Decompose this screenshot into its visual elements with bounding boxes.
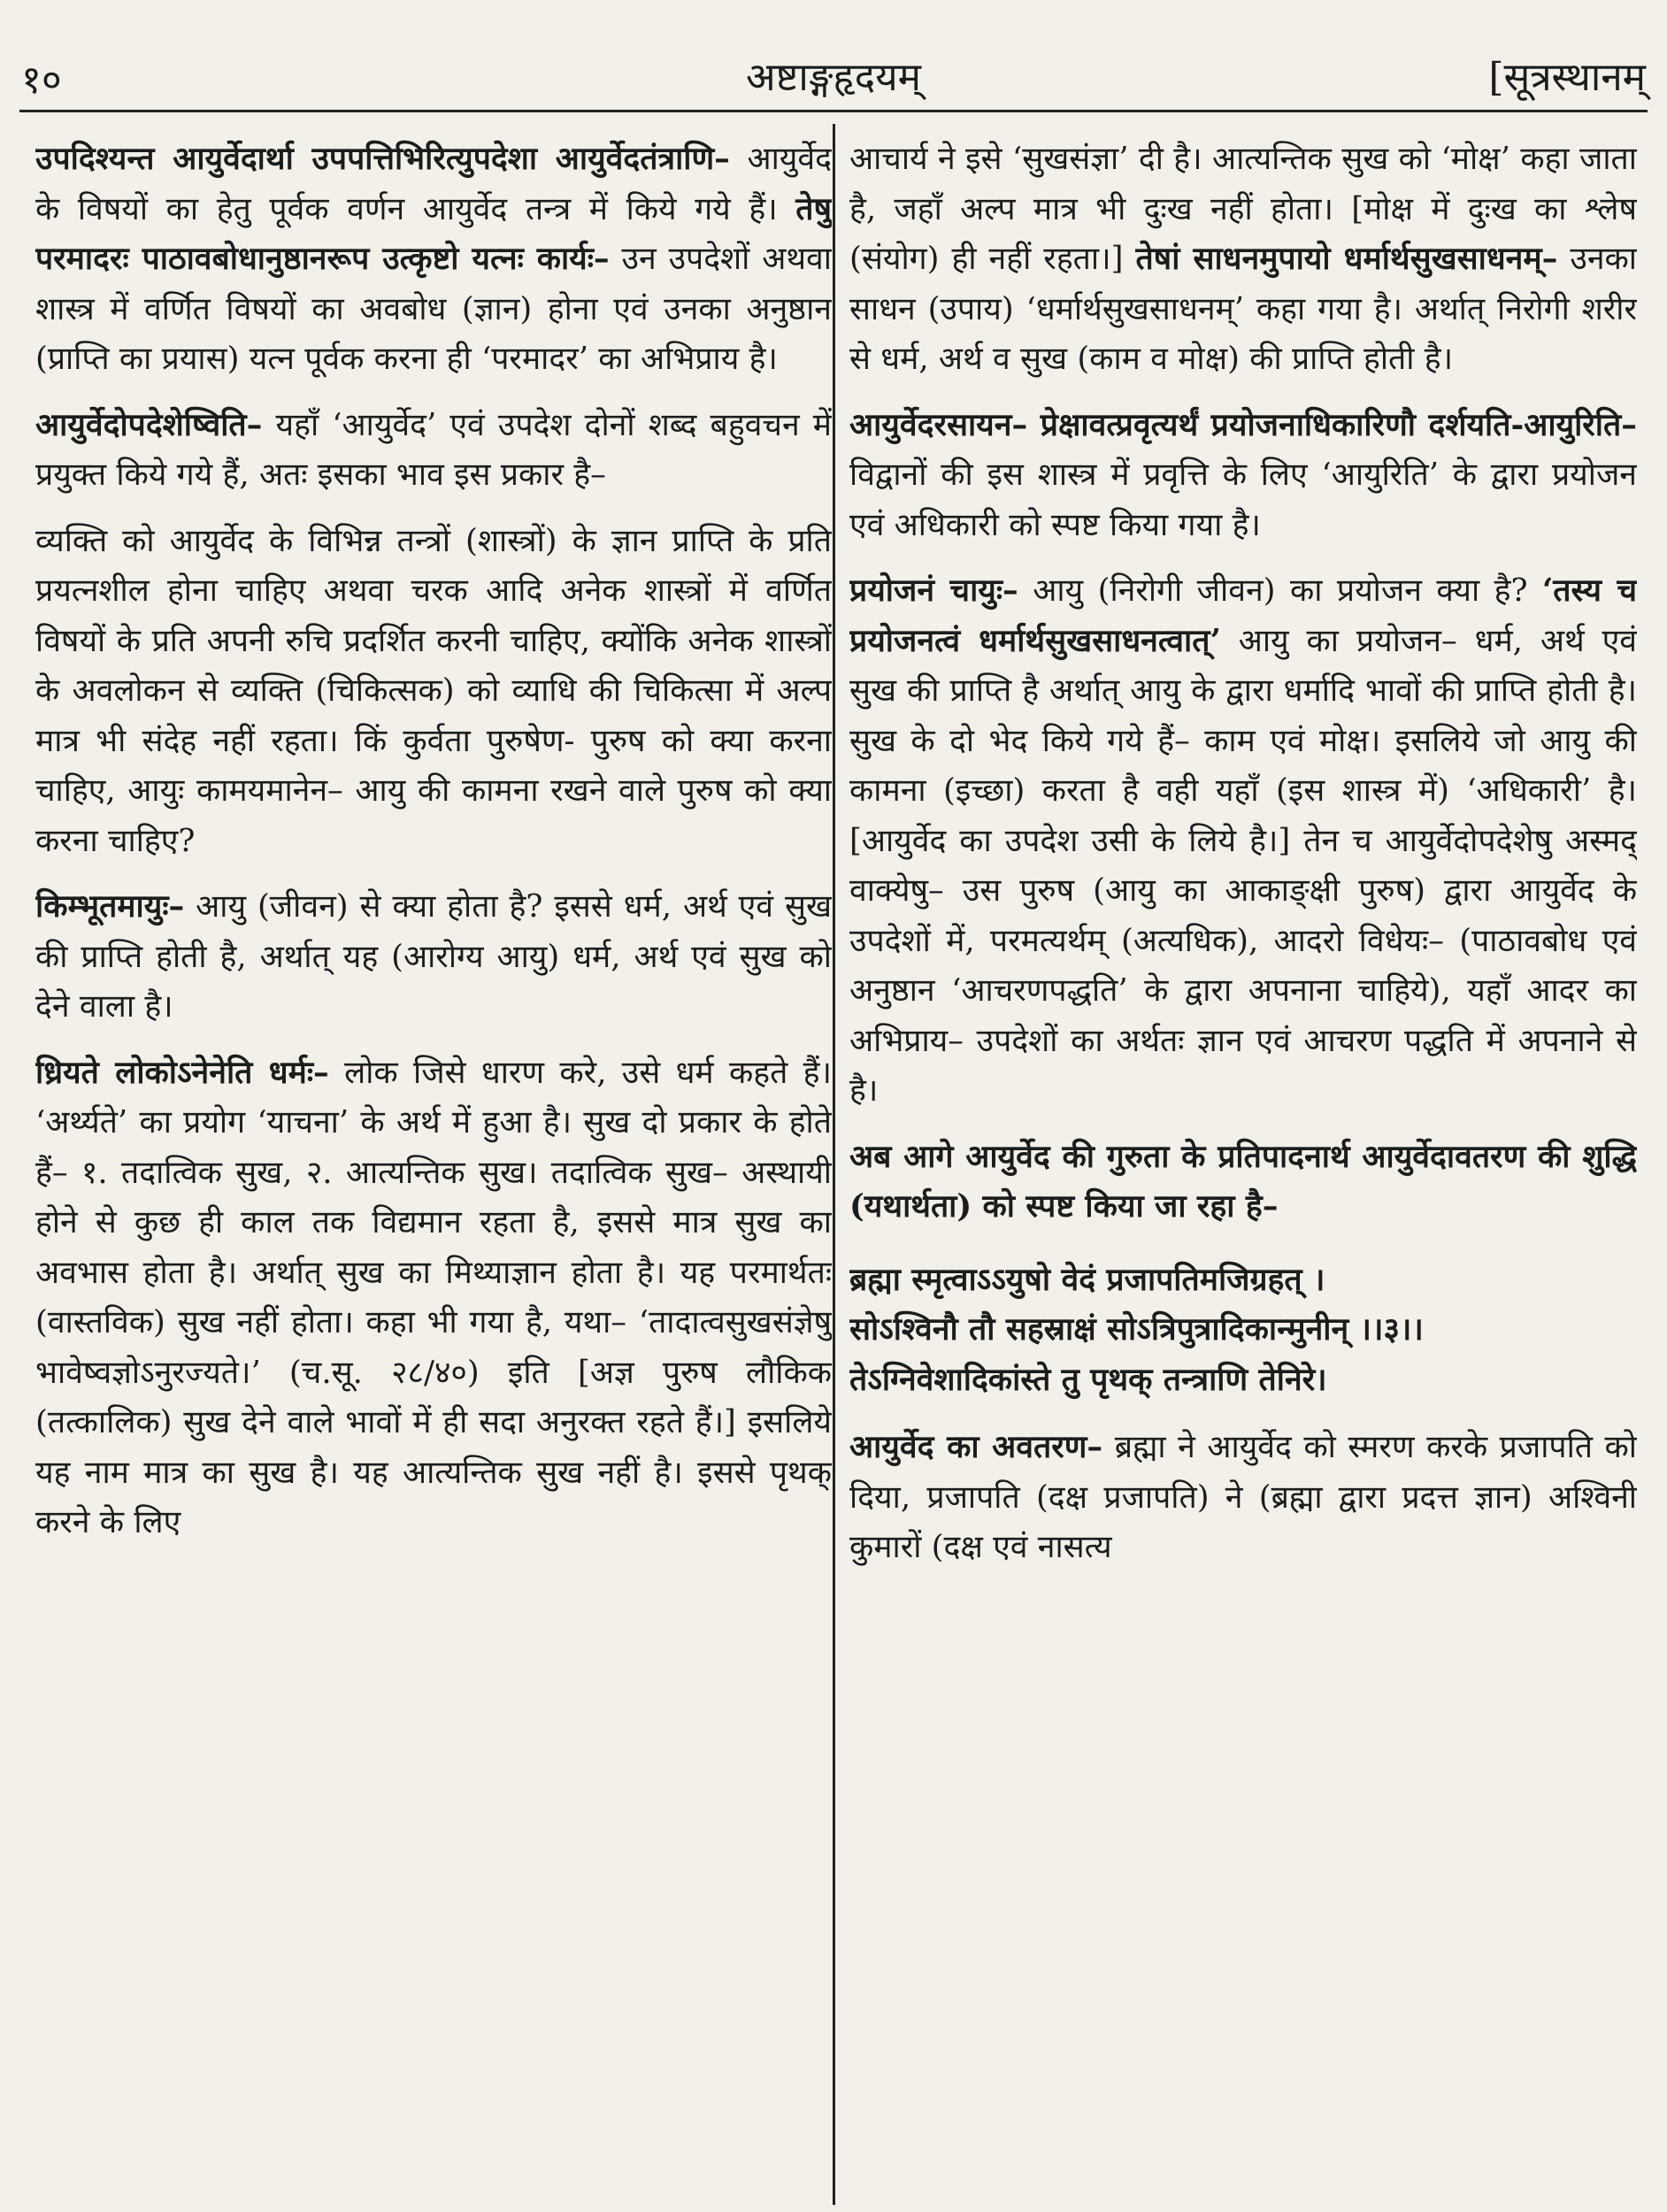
paragraph [35,882,832,1033]
text: आयु (जीवन) से क्या होता है? इससे धर्म, अर्थ एवं सुख की प्राप्ति होती है, अर्थात् यह (आरोग्य आयु) धर्म, अर्थ एवं सुख को देने वाला है। [35,888,832,1025]
header-rule [19,110,1648,112]
verse-line: सोऽश्विनौ तौ सहस्राक्षं सोऽत्रिपुत्रादिकान्मुनीन् ।।३।। [849,1311,1424,1348]
text: उनका साधन (उपाय) ‘धर्मार्थसुखसाधनम्’ कहा गया है। अर्थात् निरोगी शरीर से धर्म, अर्थ व सुख (काम व मोक्ष) की प्राप्ति होती है। [849,241,1637,377]
text: ब्रह्मा ने आयुर्वेद को स्मरण करके प्रजापति को दिया, प्रजापति (दक्ष प्रजापति) ने (ब्रह्मा द्वारा प्रदत्त ज्ञान) अश्विनी कुमारों (दक्ष एवं नासत्य [849,1429,1637,1565]
paragraph [35,134,832,385]
text: आचार्य ने इसे ‘सुखसंज्ञा’ दी है। आत्यन्तिक सुख को ‘मोक्ष’ कहा जाता है, जहाँ अल्प मात्र भी दुःख नहीं होता। [मोक्ष में दुःख का श्लेष (संयोग) ही नहीं रहता।] [849,141,1637,277]
term: किम्भूतमायुः– [35,888,185,925]
paragraph [849,134,1637,385]
term: आयुर्वेदरसायन– प्रेक्षावत्प्रवृत्यर्थं प्रयोजनाधिकारिणौ दर्शयति-आयुरिति– [849,406,1637,443]
term: आयुर्वेद का अवतरण– [849,1429,1103,1465]
verse-line: ब्रह्मा स्मृत्वाऽऽयुषो वेदं प्रजापतिमजिग्रहत् । [849,1261,1325,1298]
text: व्यक्ति को आयुर्वेद के विभिन्न तन्त्रों (शास्त्रों) के ज्ञान प्राप्ति के प्रति प्रयत्नशील होना चाहिए अथवा चरक आदि अनेक शास्त्रों में वर्णित विषयों के प्रति अपनी रुचि प्रदर्शित करनी चाहिए, क्योंकि अनेक शास्त्रों के अवलोकन से व्यक्ति (चिकित्सक) को व्याधि की चिकित्सा में अल्प मात्र भी संदेह नहीं रहता। किं कुर्वता पुरुषेण- पुरुष को क्या करना चाहिए, आयुः कामयमानेन– आयु की कामना रखने वाले पुरुष को क्या करना चाहिए? [35,522,832,859]
section-name: [सूत्रस्थानम् [1488,55,1646,100]
text: लोक जिसे धारण करे, उसे धर्म कहते हैं। ‘अर्थ्यते’ का प्रयोग ‘याचना’ के अर्थ में हुआ है। सुख दो प्रकार के होते हैं– १. तदात्विक सुख, २. आत्यन्तिक सुख। तदात्विक सुख– अस्थायी होने से कुछ ही काल तक विद्यमान रहता है, इससे मात्र सुख का अवभास होता है। अर्थात् सुख का मिथ्याज्ञान होता है। यह परमार्थतः (वास्तविक) सुख नहीं होता। कहा भी गया है, यथा– ‘तादात्वसुखसंज्ञेषु भावेष्वज्ञोऽनुरज्यते।’ (च.सू. २८/४०) इति [अज्ञ पुरुष लौकिक (तत्कालिक) सुख देने वाले भावों में ही सदा अनुरक्त रहते हैं।] इसलिये यह नाम मात्र का सुख है। यह आत्यन्तिक सुख नहीं है। इससे पृथक् करने के लिए [35,1054,832,1540]
page-header [0,0,1667,111]
text: आयुर्वेद के विषयों का हेतु पूर्वक वर्णन आयुर्वेद तन्त्र में किये गये हैं। [35,141,832,227]
term: ध्रियते लोकोऽनेनेति धर्मः– [35,1054,329,1091]
verse-block [849,1256,1637,1406]
paragraph [35,401,832,501]
section-heading: अब आगे आयुर्वेद की गुरुता के प्रतिपादनार्थ आयुर्वेदावतरण की शुद्धि (यथार्थता) को स्पष्ट किया जा रहा है– [849,1138,1637,1225]
term: उपदिश्यन्त आयुर्वेदार्था उपपत्तिभिरित्युपदेशा आयुर्वेदतंत्राणि– [35,141,730,177]
verse-line: तेऽग्निवेशादिकांस्ते तु पृथक् तन्त्राणि तेनिरे। [849,1361,1327,1398]
paragraph [35,1048,832,1548]
text: विद्वानों की इस शास्त्र में प्रवृत्ति के लिए ‘आयुरिति’ के द्वारा प्रयोजन एवं अधिकारी को स्पष्ट किया गया है। [849,457,1637,543]
page-number: १० [21,58,62,103]
text: उन उपदेशों अथवा शास्त्र में वर्णित विषयों का अवबोध (ज्ञान) होना एवं उनका अनुष्ठान (प्राप्ति का प्रयास) यत्न पूर्वक करना ही ‘परमादर’ का अभिप्राय है। [35,241,832,377]
paragraph [35,517,832,867]
right-column [849,134,1637,2201]
column-divider [833,124,835,2205]
text: आयु (निरोगी जीवन) का प्रयोजन क्या है? [1018,572,1542,609]
term: तेषां साधनमुपायो धर्मार्थसुखसाधनम्– [1135,241,1558,277]
left-column [35,134,832,2201]
term: ‘तस्य च प्रयोजनत्वं धर्मार्थसुखसाधनत्वात्’ [849,572,1637,659]
paragraph [849,1423,1637,1573]
paragraph [849,401,1637,551]
paragraph [849,566,1637,1117]
text: यहाँ ‘आयुर्वेद’ एवं उपदेश दोनों शब्द बहुवचन में प्रयुक्त किये गये हैं, अतः इसका भाव इस प्रकार है– [35,406,832,493]
term: प्रयोजनं चायुः– [849,572,1018,609]
term: आयुर्वेदोपदेशेष्विति– [35,406,263,443]
text: आयु का प्रयोजन– धर्म, अर्थ एवं सुख की प्राप्ति है अर्थात् आयु के द्वारा धर्मादि भावों की प्राप्ति होती है। सुख के दो भेद किये गये हैं– काम एवं मोक्ष। इसलिये जो आयु की कामना (इच्छा) करता है वही यहाँ (इस शास्त्र में) ‘अधिकारी’ है। [आयुर्वेद का उपदेश उसी के लिये है।] तेन च आयुर्वेदोपदेशेषु अस्मद् वाक्येषु– उस पुरुष (आयु का आकाङ्क्षी पुरुष) द्वारा आयुर्वेद के उपदेशों में, परमत्यर्थम् (अत्यधिक), आदरो विधेयः– (पाठावबोध एवं अनुष्ठान ‘आचरणपद्धति’ के द्वारा अपनाना चाहिये), यहाँ आदर का अभिप्राय– उपदेशों का अर्थतः ज्ञान एवं आचरण पद्धति में अपनाने से है। [849,622,1637,1109]
term: तेषु परमादरः पाठावबोधानुष्ठानरूप उत्कृष्टो यत्नः कार्यः– [35,190,832,277]
book-title: अष्टाङ्गहृदयम् [746,55,921,100]
